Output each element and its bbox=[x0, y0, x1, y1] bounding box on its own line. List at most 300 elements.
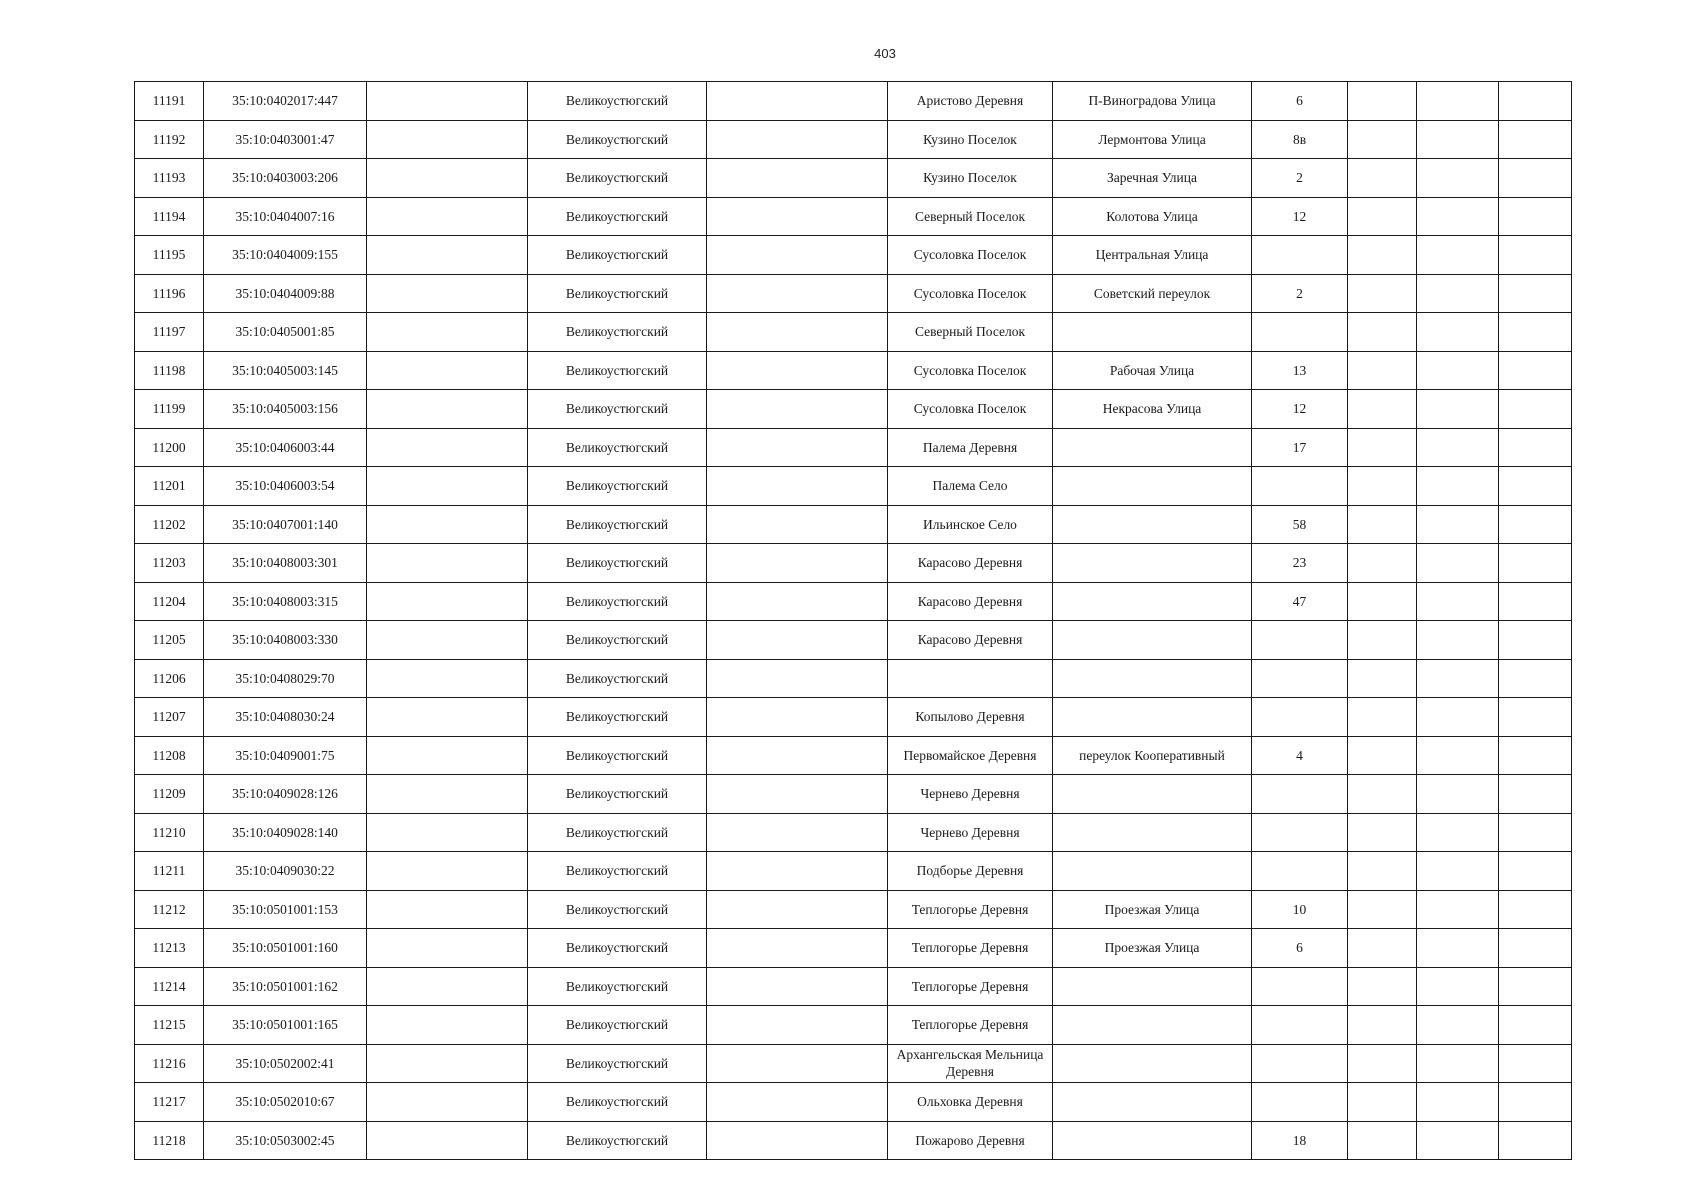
street-cell bbox=[1053, 852, 1252, 891]
district-cell: Великоустюгский bbox=[528, 467, 707, 506]
street-cell bbox=[1053, 544, 1252, 583]
record-number-cell: 11197 bbox=[135, 313, 204, 352]
house-number-cell: 2 bbox=[1252, 274, 1348, 313]
cadastral-number-cell: 35:10:0501001:153 bbox=[204, 890, 367, 929]
cadastral-number-cell: 35:10:0403003:206 bbox=[204, 159, 367, 198]
house-number-cell: 8в bbox=[1252, 120, 1348, 159]
house-number-cell: 6 bbox=[1252, 929, 1348, 968]
empty-cell bbox=[1417, 967, 1499, 1006]
record-number-cell: 11200 bbox=[135, 428, 204, 467]
empty-cell bbox=[1417, 659, 1499, 698]
table-row bbox=[135, 197, 1572, 236]
house-number-cell bbox=[1252, 236, 1348, 275]
empty-cell bbox=[1348, 313, 1417, 352]
empty-cell bbox=[707, 544, 888, 583]
district-cell: Великоустюгский bbox=[528, 505, 707, 544]
page-number: 403 bbox=[874, 46, 896, 61]
district-cell: Великоустюгский bbox=[528, 1044, 707, 1083]
house-number-cell bbox=[1252, 1006, 1348, 1045]
empty-cell bbox=[367, 313, 528, 352]
table-row bbox=[135, 313, 1572, 352]
empty-cell bbox=[367, 1083, 528, 1122]
empty-cell bbox=[367, 428, 528, 467]
record-number-cell: 11199 bbox=[135, 390, 204, 429]
street-cell: Центральная Улица bbox=[1053, 236, 1252, 275]
district-cell: Великоустюгский bbox=[528, 82, 707, 121]
table-row bbox=[135, 120, 1572, 159]
house-number-cell bbox=[1252, 1083, 1348, 1122]
district-cell: Великоустюгский bbox=[528, 351, 707, 390]
empty-cell bbox=[1499, 929, 1572, 968]
record-number-cell: 11215 bbox=[135, 1006, 204, 1045]
cadastral-number-cell: 35:10:0405003:145 bbox=[204, 351, 367, 390]
empty-cell bbox=[1499, 120, 1572, 159]
empty-cell bbox=[1348, 1006, 1417, 1045]
locality-cell: Теплогорье Деревня bbox=[888, 890, 1053, 929]
locality-cell: Сусоловка Поселок bbox=[888, 274, 1053, 313]
locality-cell: Палема Село bbox=[888, 467, 1053, 506]
locality-cell: Теплогорье Деревня bbox=[888, 1006, 1053, 1045]
cadastral-number-cell: 35:10:0408003:301 bbox=[204, 544, 367, 583]
cadastral-number-cell: 35:10:0405003:156 bbox=[204, 390, 367, 429]
cadastral-number-cell: 35:10:0404009:155 bbox=[204, 236, 367, 275]
locality-cell: Кузино Поселок bbox=[888, 159, 1053, 198]
district-cell: Великоустюгский bbox=[528, 274, 707, 313]
empty-cell bbox=[707, 505, 888, 544]
street-cell bbox=[1053, 621, 1252, 660]
record-number-cell: 11201 bbox=[135, 467, 204, 506]
record-number-cell: 11196 bbox=[135, 274, 204, 313]
empty-cell bbox=[1499, 775, 1572, 814]
street-cell: Проезжая Улица bbox=[1053, 929, 1252, 968]
district-cell: Великоустюгский bbox=[528, 544, 707, 583]
record-number-cell: 11216 bbox=[135, 1044, 204, 1083]
empty-cell bbox=[1348, 467, 1417, 506]
empty-cell bbox=[1348, 197, 1417, 236]
empty-cell bbox=[707, 467, 888, 506]
empty-cell bbox=[1499, 1044, 1572, 1083]
record-number-cell: 11203 bbox=[135, 544, 204, 583]
house-number-cell bbox=[1252, 1044, 1348, 1083]
street-cell bbox=[1053, 1044, 1252, 1083]
locality-cell: Теплогорье Деревня bbox=[888, 929, 1053, 968]
record-number-cell: 11205 bbox=[135, 621, 204, 660]
locality-cell: Ольховка Деревня bbox=[888, 1083, 1053, 1122]
street-cell: Советский переулок bbox=[1053, 274, 1252, 313]
record-number-cell: 11212 bbox=[135, 890, 204, 929]
table-row bbox=[135, 236, 1572, 275]
cadastral-number-cell: 35:10:0408003:315 bbox=[204, 582, 367, 621]
empty-cell bbox=[1417, 274, 1499, 313]
table-row bbox=[135, 274, 1572, 313]
empty-cell bbox=[707, 659, 888, 698]
house-number-cell bbox=[1252, 659, 1348, 698]
table-row bbox=[135, 467, 1572, 506]
house-number-cell: 12 bbox=[1252, 390, 1348, 429]
empty-cell bbox=[707, 236, 888, 275]
locality-cell: Северный Поселок bbox=[888, 197, 1053, 236]
empty-cell bbox=[367, 82, 528, 121]
empty-cell bbox=[707, 1006, 888, 1045]
cadastral-number-cell: 35:10:0502010:67 bbox=[204, 1083, 367, 1122]
table-row bbox=[135, 736, 1572, 775]
house-number-cell: 4 bbox=[1252, 736, 1348, 775]
locality-cell: Кузино Поселок bbox=[888, 120, 1053, 159]
street-cell bbox=[1053, 505, 1252, 544]
cadastral-number-cell: 35:10:0408030:24 bbox=[204, 698, 367, 737]
table-row bbox=[135, 1044, 1572, 1083]
street-cell bbox=[1053, 1121, 1252, 1160]
table-row bbox=[135, 929, 1572, 968]
record-number-cell: 11202 bbox=[135, 505, 204, 544]
table-row bbox=[135, 1121, 1572, 1160]
empty-cell bbox=[1417, 159, 1499, 198]
table-row bbox=[135, 852, 1572, 891]
empty-cell bbox=[1417, 544, 1499, 583]
locality-cell: Чернево Деревня bbox=[888, 813, 1053, 852]
district-cell: Великоустюгский bbox=[528, 736, 707, 775]
cadastral-number-cell: 35:10:0502002:41 bbox=[204, 1044, 367, 1083]
empty-cell bbox=[707, 775, 888, 814]
empty-cell bbox=[367, 582, 528, 621]
empty-cell bbox=[707, 428, 888, 467]
record-number-cell: 11204 bbox=[135, 582, 204, 621]
empty-cell bbox=[707, 197, 888, 236]
cadastral-number-cell: 35:10:0501001:162 bbox=[204, 967, 367, 1006]
record-number-cell: 11208 bbox=[135, 736, 204, 775]
empty-cell bbox=[1417, 890, 1499, 929]
table-row bbox=[135, 621, 1572, 660]
empty-cell bbox=[1348, 929, 1417, 968]
empty-cell bbox=[1417, 390, 1499, 429]
empty-cell bbox=[707, 1121, 888, 1160]
record-number-cell: 11213 bbox=[135, 929, 204, 968]
locality-cell: Подборье Деревня bbox=[888, 852, 1053, 891]
house-number-cell bbox=[1252, 467, 1348, 506]
empty-cell bbox=[707, 967, 888, 1006]
empty-cell bbox=[1348, 505, 1417, 544]
street-cell: П-Виноградова Улица bbox=[1053, 82, 1252, 121]
empty-cell bbox=[707, 1044, 888, 1083]
table-row bbox=[135, 967, 1572, 1006]
locality-cell: Сусоловка Поселок bbox=[888, 390, 1053, 429]
locality-cell: Теплогорье Деревня bbox=[888, 967, 1053, 1006]
district-cell: Великоустюгский bbox=[528, 390, 707, 429]
empty-cell bbox=[367, 351, 528, 390]
record-number-cell: 11194 bbox=[135, 197, 204, 236]
empty-cell bbox=[1499, 1006, 1572, 1045]
empty-cell bbox=[1348, 544, 1417, 583]
district-cell: Великоустюгский bbox=[528, 813, 707, 852]
district-cell: Великоустюгский bbox=[528, 159, 707, 198]
empty-cell bbox=[707, 82, 888, 121]
street-cell: Некрасова Улица bbox=[1053, 390, 1252, 429]
empty-cell bbox=[707, 929, 888, 968]
table-row bbox=[135, 813, 1572, 852]
empty-cell bbox=[367, 544, 528, 583]
empty-cell bbox=[707, 120, 888, 159]
street-cell bbox=[1053, 1006, 1252, 1045]
locality-cell bbox=[888, 659, 1053, 698]
street-cell bbox=[1053, 775, 1252, 814]
street-cell: Лермонтова Улица bbox=[1053, 120, 1252, 159]
street-cell: Колотова Улица bbox=[1053, 197, 1252, 236]
district-cell: Великоустюгский bbox=[528, 967, 707, 1006]
table-row bbox=[135, 582, 1572, 621]
district-cell: Великоустюгский bbox=[528, 236, 707, 275]
table-row bbox=[135, 890, 1572, 929]
street-cell bbox=[1053, 659, 1252, 698]
district-cell: Великоустюгский bbox=[528, 120, 707, 159]
table-row bbox=[135, 1083, 1572, 1122]
empty-cell bbox=[1348, 236, 1417, 275]
empty-cell bbox=[1499, 274, 1572, 313]
street-cell bbox=[1053, 313, 1252, 352]
empty-cell bbox=[1348, 813, 1417, 852]
empty-cell bbox=[1417, 775, 1499, 814]
locality-cell: Северный Поселок bbox=[888, 313, 1053, 352]
empty-cell bbox=[1417, 1083, 1499, 1122]
street-cell: Рабочая Улица bbox=[1053, 351, 1252, 390]
house-number-cell bbox=[1252, 698, 1348, 737]
locality-cell: Сусоловка Поселок bbox=[888, 351, 1053, 390]
empty-cell bbox=[367, 1121, 528, 1160]
house-number-cell bbox=[1252, 967, 1348, 1006]
street-cell bbox=[1053, 813, 1252, 852]
district-cell: Великоустюгский bbox=[528, 1121, 707, 1160]
house-number-cell: 47 bbox=[1252, 582, 1348, 621]
empty-cell bbox=[707, 698, 888, 737]
table-row bbox=[135, 544, 1572, 583]
locality-cell: Архангельская Мельница Деревня bbox=[888, 1044, 1053, 1083]
empty-cell bbox=[1499, 351, 1572, 390]
cadastral-number-cell: 35:10:0409028:126 bbox=[204, 775, 367, 814]
empty-cell bbox=[1417, 621, 1499, 660]
empty-cell bbox=[367, 813, 528, 852]
district-cell: Великоустюгский bbox=[528, 775, 707, 814]
empty-cell bbox=[1417, 313, 1499, 352]
district-cell: Великоустюгский bbox=[528, 621, 707, 660]
locality-cell: Карасово Деревня bbox=[888, 621, 1053, 660]
empty-cell bbox=[1348, 1121, 1417, 1160]
empty-cell bbox=[1348, 736, 1417, 775]
cadastral-number-cell: 35:10:0403001:47 bbox=[204, 120, 367, 159]
house-number-cell: 6 bbox=[1252, 82, 1348, 121]
empty-cell bbox=[1348, 852, 1417, 891]
record-number-cell: 11206 bbox=[135, 659, 204, 698]
empty-cell bbox=[1348, 120, 1417, 159]
cadastral-number-cell: 35:10:0405001:85 bbox=[204, 313, 367, 352]
record-number-cell: 11207 bbox=[135, 698, 204, 737]
street-cell bbox=[1053, 967, 1252, 1006]
house-number-cell bbox=[1252, 621, 1348, 660]
empty-cell bbox=[367, 852, 528, 891]
locality-cell: Палема Деревня bbox=[888, 428, 1053, 467]
record-number-cell: 11218 bbox=[135, 1121, 204, 1160]
empty-cell bbox=[1348, 890, 1417, 929]
empty-cell bbox=[1417, 1006, 1499, 1045]
empty-cell bbox=[1499, 197, 1572, 236]
district-cell: Великоустюгский bbox=[528, 659, 707, 698]
record-number-cell: 11217 bbox=[135, 1083, 204, 1122]
empty-cell bbox=[1417, 813, 1499, 852]
district-cell: Великоустюгский bbox=[528, 1006, 707, 1045]
empty-cell bbox=[1499, 467, 1572, 506]
empty-cell bbox=[1417, 1121, 1499, 1160]
table-row bbox=[135, 82, 1572, 121]
district-cell: Великоустюгский bbox=[528, 197, 707, 236]
cadastral-number-cell: 35:10:0406003:54 bbox=[204, 467, 367, 506]
empty-cell bbox=[707, 852, 888, 891]
empty-cell bbox=[367, 505, 528, 544]
empty-cell bbox=[1417, 1044, 1499, 1083]
locality-cell: Ильинское Село bbox=[888, 505, 1053, 544]
empty-cell bbox=[367, 197, 528, 236]
locality-cell: Аристово Деревня bbox=[888, 82, 1053, 121]
empty-cell bbox=[1348, 159, 1417, 198]
locality-cell: Карасово Деревня bbox=[888, 582, 1053, 621]
empty-cell bbox=[1499, 1121, 1572, 1160]
empty-cell bbox=[1499, 313, 1572, 352]
empty-cell bbox=[367, 159, 528, 198]
empty-cell bbox=[367, 659, 528, 698]
empty-cell bbox=[367, 390, 528, 429]
empty-cell bbox=[367, 621, 528, 660]
empty-cell bbox=[707, 582, 888, 621]
empty-cell bbox=[1417, 852, 1499, 891]
empty-cell bbox=[1499, 890, 1572, 929]
empty-cell bbox=[1499, 967, 1572, 1006]
empty-cell bbox=[1499, 698, 1572, 737]
record-number-cell: 11191 bbox=[135, 82, 204, 121]
empty-cell bbox=[707, 813, 888, 852]
cadastral-number-cell: 35:10:0501001:165 bbox=[204, 1006, 367, 1045]
locality-cell: Сусоловка Поселок bbox=[888, 236, 1053, 275]
house-number-cell: 23 bbox=[1252, 544, 1348, 583]
empty-cell bbox=[1417, 428, 1499, 467]
registry-table-body bbox=[135, 82, 1572, 1160]
empty-cell bbox=[707, 736, 888, 775]
empty-cell bbox=[1417, 929, 1499, 968]
empty-cell bbox=[1499, 659, 1572, 698]
house-number-cell: 17 bbox=[1252, 428, 1348, 467]
empty-cell bbox=[1348, 351, 1417, 390]
empty-cell bbox=[1417, 351, 1499, 390]
record-number-cell: 11210 bbox=[135, 813, 204, 852]
empty-cell bbox=[1499, 390, 1572, 429]
cadastral-number-cell: 35:10:0408029:70 bbox=[204, 659, 367, 698]
table-row bbox=[135, 1006, 1572, 1045]
empty-cell bbox=[1348, 698, 1417, 737]
record-number-cell: 11198 bbox=[135, 351, 204, 390]
empty-cell bbox=[1348, 1083, 1417, 1122]
empty-cell bbox=[1348, 428, 1417, 467]
street-cell bbox=[1053, 1083, 1252, 1122]
house-number-cell: 2 bbox=[1252, 159, 1348, 198]
empty-cell bbox=[367, 698, 528, 737]
empty-cell bbox=[367, 967, 528, 1006]
locality-cell: Пожарово Деревня bbox=[888, 1121, 1053, 1160]
table-row bbox=[135, 659, 1572, 698]
empty-cell bbox=[1417, 467, 1499, 506]
district-cell: Великоустюгский bbox=[528, 929, 707, 968]
empty-cell bbox=[707, 313, 888, 352]
street-cell bbox=[1053, 428, 1252, 467]
empty-cell bbox=[707, 274, 888, 313]
empty-cell bbox=[1348, 82, 1417, 121]
empty-cell bbox=[1348, 582, 1417, 621]
empty-cell bbox=[1417, 236, 1499, 275]
empty-cell bbox=[367, 467, 528, 506]
table-row bbox=[135, 351, 1572, 390]
cadastral-number-cell: 35:10:0407001:140 bbox=[204, 505, 367, 544]
empty-cell bbox=[367, 120, 528, 159]
empty-cell bbox=[367, 236, 528, 275]
cadastral-number-cell: 35:10:0503002:45 bbox=[204, 1121, 367, 1160]
house-number-cell: 12 bbox=[1252, 197, 1348, 236]
record-number-cell: 11209 bbox=[135, 775, 204, 814]
street-cell bbox=[1053, 582, 1252, 621]
empty-cell bbox=[1499, 582, 1572, 621]
empty-cell bbox=[367, 929, 528, 968]
empty-cell bbox=[707, 890, 888, 929]
empty-cell bbox=[367, 1006, 528, 1045]
house-number-cell: 58 bbox=[1252, 505, 1348, 544]
empty-cell bbox=[1417, 197, 1499, 236]
empty-cell bbox=[1417, 505, 1499, 544]
house-number-cell: 13 bbox=[1252, 351, 1348, 390]
empty-cell bbox=[707, 159, 888, 198]
street-cell bbox=[1053, 467, 1252, 506]
table-row bbox=[135, 159, 1572, 198]
empty-cell bbox=[1417, 736, 1499, 775]
empty-cell bbox=[1499, 544, 1572, 583]
empty-cell bbox=[1499, 428, 1572, 467]
empty-cell bbox=[367, 775, 528, 814]
empty-cell bbox=[1348, 621, 1417, 660]
empty-cell bbox=[1499, 852, 1572, 891]
locality-cell: Карасово Деревня bbox=[888, 544, 1053, 583]
street-cell: переулок Кооперативный bbox=[1053, 736, 1252, 775]
table-row bbox=[135, 390, 1572, 429]
house-number-cell bbox=[1252, 313, 1348, 352]
district-cell: Великоустюгский bbox=[528, 428, 707, 467]
house-number-cell bbox=[1252, 852, 1348, 891]
record-number-cell: 11192 bbox=[135, 120, 204, 159]
empty-cell bbox=[1348, 274, 1417, 313]
table-row bbox=[135, 505, 1572, 544]
table-row bbox=[135, 698, 1572, 737]
locality-cell: Копылово Деревня bbox=[888, 698, 1053, 737]
empty-cell bbox=[1417, 82, 1499, 121]
locality-cell: Чернево Деревня bbox=[888, 775, 1053, 814]
cadastral-number-cell: 35:10:0409028:140 bbox=[204, 813, 367, 852]
empty-cell bbox=[1348, 775, 1417, 814]
empty-cell bbox=[367, 1044, 528, 1083]
street-cell: Заречная Улица bbox=[1053, 159, 1252, 198]
empty-cell bbox=[707, 621, 888, 660]
cadastral-number-cell: 35:10:0402017:447 bbox=[204, 82, 367, 121]
district-cell: Великоустюгский bbox=[528, 890, 707, 929]
empty-cell bbox=[367, 736, 528, 775]
cadastral-number-cell: 35:10:0409001:75 bbox=[204, 736, 367, 775]
cadastral-number-cell: 35:10:0408003:330 bbox=[204, 621, 367, 660]
empty-cell bbox=[1499, 736, 1572, 775]
house-number-cell bbox=[1252, 813, 1348, 852]
empty-cell bbox=[1348, 659, 1417, 698]
empty-cell bbox=[707, 1083, 888, 1122]
district-cell: Великоустюгский bbox=[528, 852, 707, 891]
